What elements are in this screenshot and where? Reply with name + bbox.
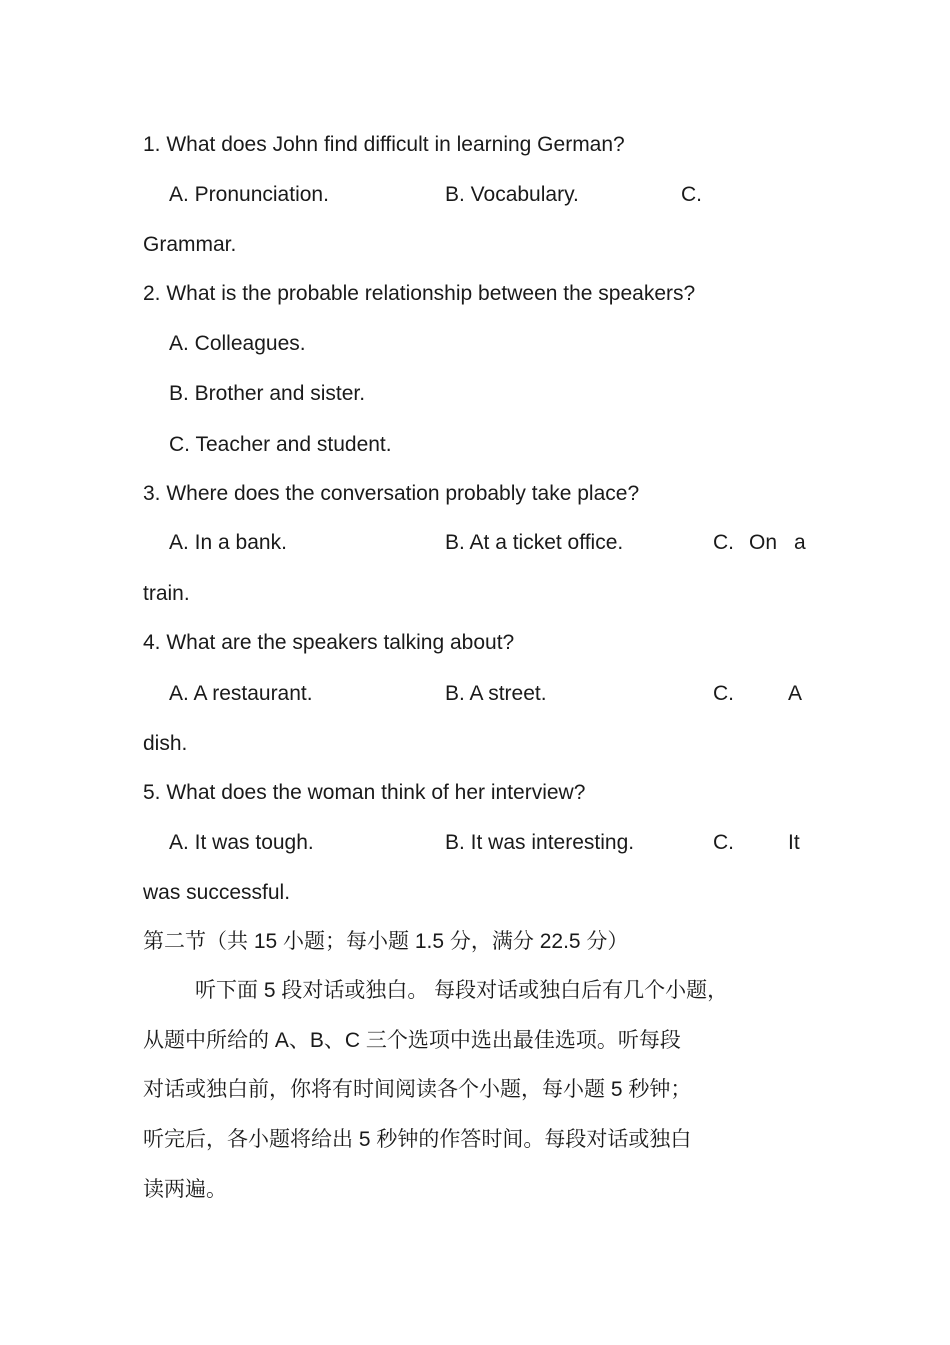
question-1-stem: 1. What does John find difficult in learning German? bbox=[143, 133, 625, 156]
section-instruction-line-1: 听下面 5 段对话或独白。 每段对话或独白后有几个小题， bbox=[195, 979, 729, 1002]
question-4-option-b: B. A street. bbox=[445, 682, 547, 705]
question-4-option-c-letter: C. bbox=[713, 682, 734, 705]
section-instruction-line-3: 对话或独白前，你将有时间阅读各个小题，每小题 5 秒钟； bbox=[143, 1078, 692, 1101]
question-1-option-b: B. Vocabulary. bbox=[445, 183, 579, 206]
question-3-option-b: B. At a ticket office. bbox=[445, 531, 624, 554]
question-4-option-c-continued: dish. bbox=[143, 732, 188, 755]
question-4-option-c-word: A bbox=[788, 682, 803, 705]
question-3-option-a: A. In a bank. bbox=[169, 531, 287, 554]
section-instruction-line-2: 从题中所给的 A、B、C 三个选项中选出最佳选项。听每段 bbox=[143, 1029, 681, 1052]
question-5-stem: 5. What does the woman think of her interview? bbox=[143, 781, 586, 804]
question-5-option-c-continued: was successful. bbox=[143, 881, 291, 904]
question-3-option-c-word: On bbox=[749, 531, 778, 554]
section-heading: 第二节（共 15 小题；每小题 1.5 分，满分 22.5 分） bbox=[143, 930, 629, 953]
question-2-option-a: A. Colleagues. bbox=[169, 332, 306, 355]
question-5-option-b: B. It was interesting. bbox=[445, 831, 635, 854]
section-instruction-line-4: 听完后，各小题将给出 5 秒钟的作答时间。每段对话或独白 bbox=[143, 1128, 692, 1151]
question-2-stem: 2. What is the probable relationship between the speakers? bbox=[143, 282, 696, 305]
question-2-option-b: B. Brother and sister. bbox=[169, 382, 366, 405]
question-5-option-c-letter: C. bbox=[713, 831, 734, 854]
question-5-option-a: A. It was tough. bbox=[169, 831, 314, 854]
question-4-stem: 4. What are the speakers talking about? bbox=[143, 631, 515, 654]
question-3-option-c-continued: train. bbox=[143, 582, 190, 605]
question-3-option-c-letter: C. bbox=[713, 531, 734, 554]
question-1-option-c: C. bbox=[681, 183, 702, 206]
question-3-option-c-article: a bbox=[794, 531, 806, 554]
question-3-stem: 3. Where does the conversation probably take place? bbox=[143, 482, 640, 505]
question-4-option-a: A. A restaurant. bbox=[169, 682, 313, 705]
section-instruction-line-5: 读两遍。 bbox=[143, 1178, 227, 1201]
question-1-option-c-continued: Grammar. bbox=[143, 233, 237, 256]
question-1-option-a: A. Pronunciation. bbox=[169, 183, 329, 206]
question-5-option-c-word: It bbox=[788, 831, 800, 854]
question-2-option-c: C. Teacher and student. bbox=[169, 433, 392, 456]
